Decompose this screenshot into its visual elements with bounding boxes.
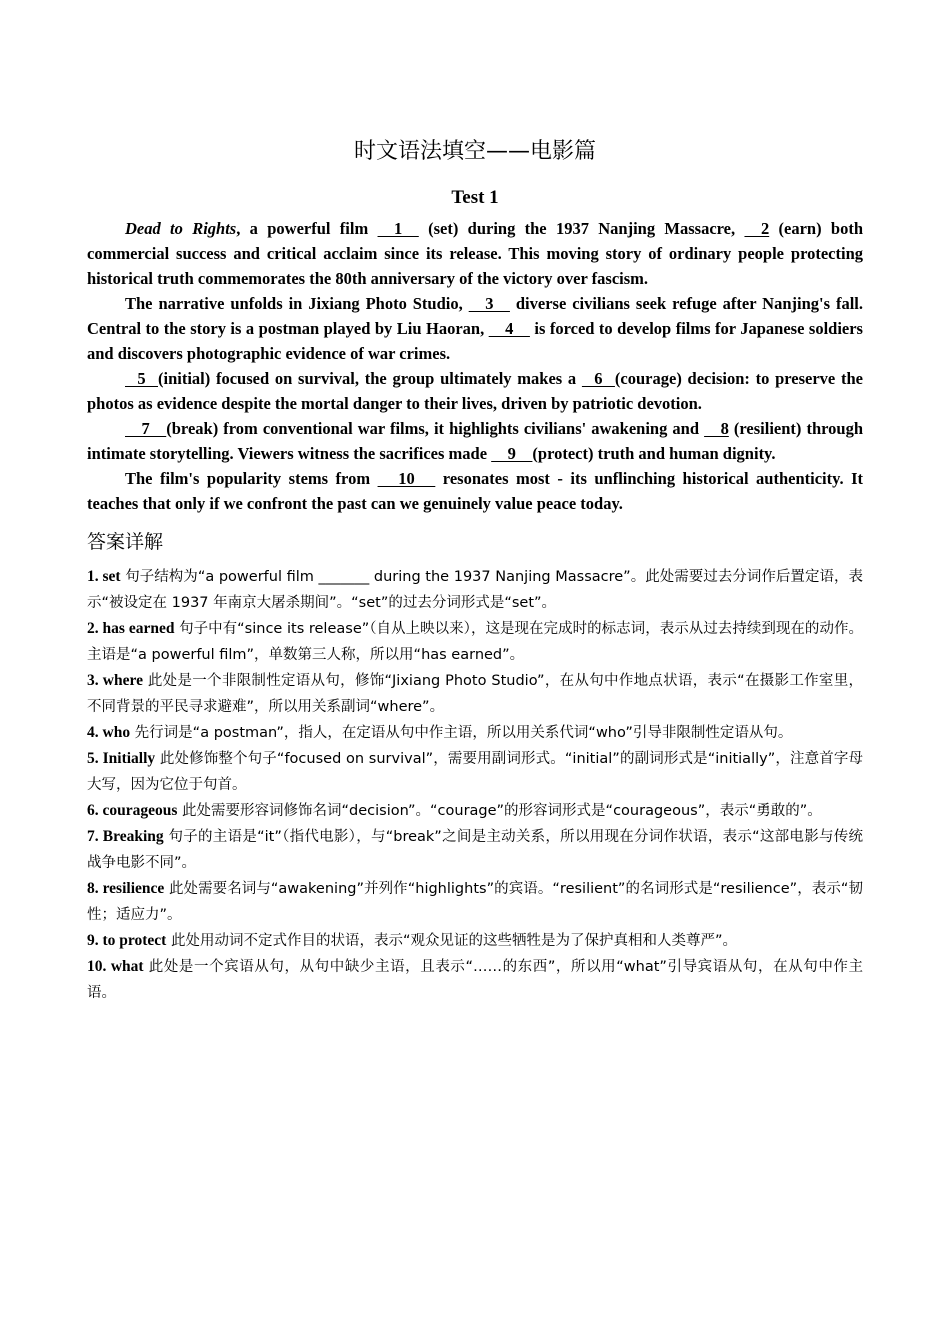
answer-item — [87, 798, 863, 824]
page-title: 时文语法填空——电影篇 — [353, 139, 596, 164]
answer-key: 2. has earned — [87, 620, 175, 637]
answer-list — [87, 564, 863, 1006]
answer-item — [87, 746, 863, 798]
answers-heading: 答案详解 — [87, 531, 164, 553]
answer-key: 9. to protect — [87, 932, 167, 949]
answer-key: 3. where — [87, 672, 143, 689]
answer-explanation: 此处是一个宾语从句，从句中缺少主语，且表示“……的东西”，所以用“what”引导宾语从句，在从句中作主语。 — [87, 959, 863, 1001]
answer-explanation: 句子的主语是“it”（指代电影），与“break”之间是主动关系，所以用现在分词作状语，表示“这部电影与传统战争电影不同”。 — [87, 829, 863, 871]
answer-item — [87, 668, 863, 720]
answer-item — [87, 954, 863, 1006]
passage-paragraph-2 — [87, 291, 863, 366]
passage-text: (protect) truth and human dignity. — [532, 444, 776, 463]
passage-text: (courage) decision: to preserve the photos as evidence despite the mortal danger to their lives, driven by patriotic devotion. — [87, 369, 863, 413]
answer-explanation: 句子中有“since its release”（自从上映以来），这是现在完成时的标志词，表示从过去持续到现在的动作。主语是“a powerful film”，单数第三人称，所以用“has earned”。 — [87, 621, 863, 663]
answer-explanation: 先行词是“a postman”，指人，在定语从句中作主语，所以用关系代词“who”引导非限制性定语从句。 — [130, 725, 793, 741]
answer-item — [87, 824, 863, 876]
passage-paragraph-1 — [87, 216, 863, 291]
answer-key: 1. set — [87, 568, 121, 585]
blank-2: 2 — [744, 219, 770, 238]
blank-5: 5 — [125, 369, 158, 388]
blank-8: 8 — [704, 419, 729, 438]
passage — [87, 216, 863, 516]
passage-text: (earn) both commercial success and critical acclaim since its release. This moving story of ordinary people protecting historical truth commemorates the 80th anniversary of the victory over fascism. — [87, 219, 863, 288]
answer-item — [87, 720, 863, 746]
answer-item — [87, 876, 863, 928]
passage-paragraph-5 — [87, 466, 863, 516]
blank-10: 10 — [377, 469, 436, 488]
answer-key: 5. Initially — [87, 750, 156, 767]
answer-explanation: 此处用动词不定式作目的状语，表示“观众见证的这些牺牲是为了保护真相和人类尊严”。 — [166, 933, 737, 949]
answer-explanation: 句子结构为“a powerful film _______ during the 1937 Nanjing Massacre”。此处需要过去分词作后置定语，表示“被设定在 1937 年南京大屠杀期间”。“set”的过去分词形式是“set”。 — [87, 569, 863, 611]
passage-text: (break) from conventional war films, it highlights civilians' awakening and — [166, 419, 705, 438]
answer-item — [87, 564, 863, 616]
answer-key: 6. courageous — [87, 802, 178, 819]
blank-3: 3 — [468, 294, 510, 313]
answer-item — [87, 616, 863, 668]
blank-4: 4 — [488, 319, 530, 338]
blank-7: 7 — [125, 419, 167, 438]
passage-text: diverse civilians seek refuge after Nanjing's fall. Central to the story is a postman played by Liu Haoran, — [87, 294, 863, 338]
passage-paragraph-4 — [87, 416, 863, 466]
blank-9: 9 — [491, 444, 533, 463]
answer-item — [87, 928, 863, 954]
passage-text: resonates most - its unflinching historical authenticity. It teaches that only if we confront the past can we genuinely value peace today. — [87, 469, 863, 513]
answer-key: 7. Breaking — [87, 828, 164, 845]
document-page — [87, 130, 863, 1006]
passage-text: is forced to develop films for Japanese soldiers and discovers photographic evidence of war crimes. — [87, 319, 863, 363]
test-subtitle: Test 1 — [451, 187, 499, 208]
answer-explanation: 此处修饰整个句子“focused on survival”，需要用副词形式。“initial”的副词形式是“initially”，注意首字母大写，因为它位于句首。 — [87, 751, 863, 793]
answer-explanation: 此处需要名词与“awakening”并列作“highlights”的宾语。“resilient”的名词形式是“resilience”，表示“韧性；适应力”。 — [87, 881, 863, 923]
passage-text: The film's popularity stems from — [125, 469, 378, 488]
passage-paragraph-3 — [87, 366, 863, 416]
blank-1: 1 — [377, 219, 419, 238]
passage-text: (set) during the 1937 Nanjing Massacre, — [418, 219, 745, 238]
passage-text: , a powerful film — [236, 219, 378, 238]
passage-text: (initial) focused on survival, the group ultimately makes a — [158, 369, 582, 388]
passage-text: (resilient) through intimate storytelling. Viewers witness the sacrifices made — [87, 419, 863, 463]
passage-text: The narrative unfolds in Jixiang Photo Studio, — [125, 294, 469, 313]
answer-explanation: 此处是一个非限制性定语从句，修饰“Jixiang Photo Studio”，在从句中作地点状语，表示“在摄影工作室里，不同背景的平民寻求避难”，所以用关系副词“where”。 — [87, 673, 863, 715]
answer-key: 4. who — [87, 724, 131, 741]
blank-6: 6 — [581, 369, 615, 388]
film-title: Dead to Rights — [125, 219, 237, 238]
answer-key: 10. what — [87, 958, 144, 975]
answer-key: 8. resilience — [87, 880, 165, 897]
answer-explanation: 此处需要形容词修饰名词“decision”。“courage”的形容词形式是“courageous”，表示“勇敢的”。 — [177, 803, 822, 819]
